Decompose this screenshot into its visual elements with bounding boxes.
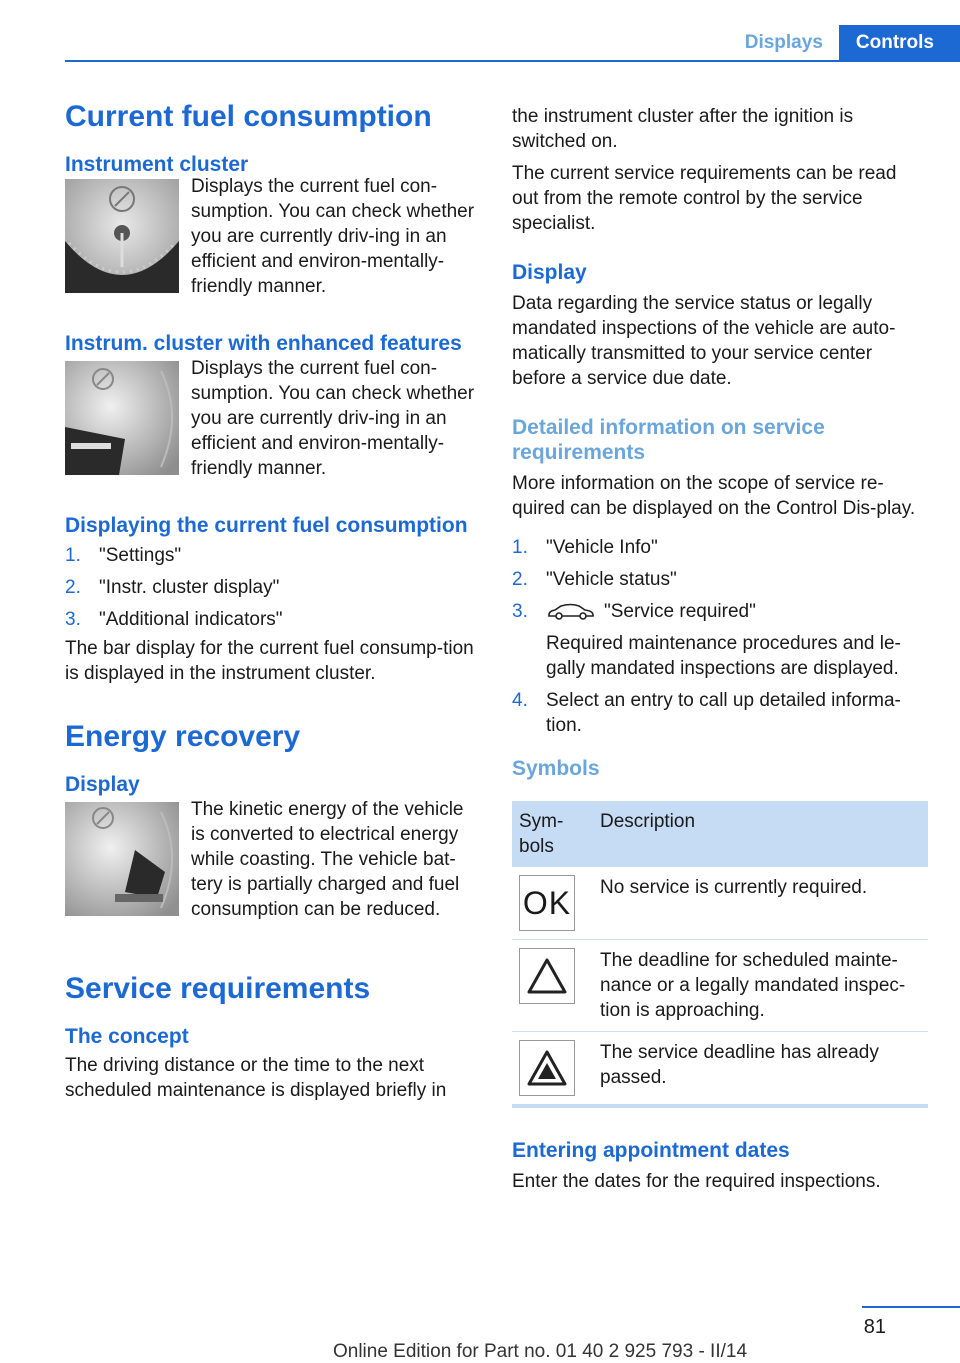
warning-outline-icon [519,948,575,1004]
enhanced-cluster-title: Instrum. cluster with enhanced features [65,332,462,355]
energy-recovery-text: The kinetic energy of the vehicle is converted to electrical energy while coasting. The vehicle bat-tery is partially charged and fuel consumption can be reduced. [191,799,464,920]
detailed-info-text: More information on the scope of service re-quired can be displayed on the Control Dis-play. [512,473,916,519]
left-column [65,98,480,1103]
edition-line: Online Edition for Part no. 01 40 2 925 793 - II/14 [332,1341,748,1362]
list-item: 1. "Settings" [65,545,182,566]
table-row: The deadline for scheduled mainte-nance or a legally mandated inspec-tion is approaching. [512,940,928,1032]
list-item: 3. "Service required" Required maintenance procedures and le-gally mandated inspections are displayed. [512,599,928,681]
header-rule [65,60,960,62]
read-out-text: The current service requirements can be read out from the remote control by the service specialist. [512,163,897,234]
fuel-consumption-title: Current fuel consumption [65,100,432,133]
enhanced-cluster-image [65,361,179,475]
table-row: OK No service is currently required. [512,867,928,940]
list-item: 1. "Vehicle Info" [512,537,658,558]
energy-recovery-image [65,802,179,916]
energy-recovery-title: Energy recovery [65,720,301,753]
instrument-cluster-text: Displays the current fuel con-sumption. You can check whether you are currently driv-ing in an efficient and environ-mentally-friendly manner. [191,176,475,297]
header-section: Displays [744,32,823,53]
service-display-title: Display [512,261,587,284]
right-column [512,104,928,1194]
symbols-title: Symbols [512,757,600,780]
ok-icon: OK [519,875,575,931]
instrument-cluster-figure [65,174,480,299]
warning-filled-icon [519,1040,575,1096]
appointment-text: Enter the dates for the required inspections. [512,1171,881,1192]
table-header-row [512,801,928,867]
displaying-steps [65,543,480,632]
energy-display-title: Display [65,773,140,796]
table-header-description: Description [593,801,928,867]
service-requirements-title: Service requirements [65,972,371,1005]
appointment-title: Entering appointment dates [512,1139,790,1162]
energy-recovery-figure [65,797,480,922]
table-row: The service deadline has already passed. [512,1032,928,1107]
symbols-table [512,801,928,1108]
bar-display-text: The bar display for the current fuel consump-tion is displayed in the instrument cluster. [65,638,474,684]
footer-rule [862,1306,960,1308]
detailed-steps [512,535,928,738]
enhanced-cluster-text: Displays the current fuel con-sumption. You can check whether you are currently driv-ing in an efficient and environ-mentally-friendly manner. [191,358,475,479]
detailed-info-title: Detailed information on service requirements [512,416,825,464]
instrument-cluster-title: Instrument cluster [65,153,249,176]
service-display-text: Data regarding the service status or legally mandated inspections of the vehicle are auto-matically transmitted to your service center before a service due date. [512,293,896,389]
concept-continued-text: the instrument cluster after the ignition is switched on. [512,106,854,152]
displaying-fuel-title: Displaying the current fuel consumption [65,514,468,537]
table-header-symbols: Sym-bols [512,801,593,867]
list-item: 3. "Additional indicators" [65,609,283,630]
enhanced-cluster-figure [65,356,480,481]
page-header [729,25,960,61]
step3-subtext: Required maintenance procedures and le-gally mandated inspections are displayed. [546,633,901,679]
car-icon [546,602,596,622]
concept-text: The driving distance or the time to the next scheduled maintenance is displayed briefly in [65,1055,447,1101]
page-number: 81 [863,1316,886,1338]
list-item: 4. Select an entry to call up detailed informa-tion. [512,690,901,736]
header-chapter: Controls [839,25,960,61]
instrument-cluster-image [65,179,179,293]
list-item: 2. "Instr. cluster display" [65,577,280,598]
concept-title: The concept [65,1025,189,1048]
list-item: 2. "Vehicle status" [512,569,677,590]
